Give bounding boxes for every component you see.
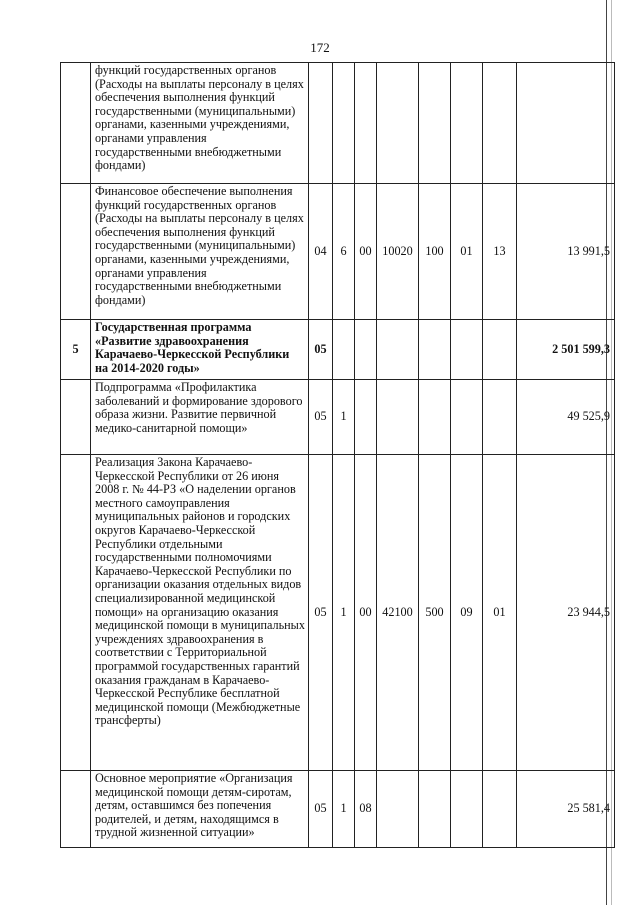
subprogram-code: 1 <box>333 380 355 455</box>
row-name: Финансовое обеспечение выполнения функций государственных органов (Расходы на выплаты персоналу в целях обеспечения выполнения функций государственными (муниципальными) органами, казенными учреждениями, органами управления государственными внебюджетными фондами) <box>91 184 309 320</box>
section-code: 01 <box>451 184 483 320</box>
section-code <box>451 63 483 184</box>
amount: 25 581,4 <box>517 771 615 848</box>
direction-code <box>377 380 419 455</box>
subprogram-code: 1 <box>333 771 355 848</box>
subsection-code <box>483 380 517 455</box>
row-number <box>61 184 91 320</box>
program-code: 05 <box>309 320 333 380</box>
row-number <box>61 63 91 184</box>
table-row-program <box>61 320 615 380</box>
row-name: Основное мероприятие «Организация медицинской помощи детям-сиротам, детям, оставшимся без попечения родителей, и детям, находящимся в трудной жизненной ситуации» <box>91 771 309 848</box>
program-code: 05 <box>309 455 333 771</box>
subprogram-code: 1 <box>333 455 355 771</box>
direction-code <box>377 771 419 848</box>
page-number: 172 <box>310 40 330 55</box>
section-code: 09 <box>451 455 483 771</box>
direction-code: 10020 <box>377 184 419 320</box>
subsection-code: 13 <box>483 184 517 320</box>
budget-table <box>60 62 615 848</box>
section-code <box>451 380 483 455</box>
table-row <box>61 380 615 455</box>
direction-code <box>377 63 419 184</box>
table-row <box>61 455 615 771</box>
table-row <box>61 771 615 848</box>
expense-type-code <box>419 320 451 380</box>
measure-code: 08 <box>355 771 377 848</box>
subsection-code <box>483 320 517 380</box>
measure-code <box>355 320 377 380</box>
measure-code <box>355 380 377 455</box>
row-name: Подпрограмма «Профилактика заболеваний и формирование здорового образа жизни. Развитие первичной медико-санитарной помощи» <box>91 380 309 455</box>
amount: 2 501 599,3 <box>517 320 615 380</box>
section-code <box>451 771 483 848</box>
row-name: функций государственных органов (Расходы на выплаты персоналу в целях обеспечения выполнения функций государственными (муниципальными) органами, казенными учреждениями, органами управления государственными внебюджетными фондами) <box>91 63 309 184</box>
subsection-code <box>483 63 517 184</box>
amount: 23 944,5 <box>517 455 615 771</box>
row-number <box>61 380 91 455</box>
row-name: Реализация Закона Карачаево-Черкесской Республики от 26 июня 2008 г. № 44-РЗ «О наделении органов местного самоуправления муниципальных районов и городских округов Карачаево-Черкесской Республики отдельными государственными полномочиями Карачаево-Черкесской Республики по организации оказания отдельных видов специализированной медицинской помощи» на организацию оказания медицинской помощи в муниципальных учреждениях здравоохранения в соответствии с Территориальной программой государственных гарантий оказания гражданам в Карачаево-Черкесской Республике бесплатной медицинской помощи (Межбюджетные трансферты) <box>91 455 309 771</box>
subprogram-code <box>333 320 355 380</box>
measure-code: 00 <box>355 184 377 320</box>
program-code: 04 <box>309 184 333 320</box>
subprogram-code <box>333 63 355 184</box>
row-number: 5 <box>61 320 91 380</box>
expense-type-code <box>419 771 451 848</box>
expense-type-code <box>419 380 451 455</box>
expense-type-code: 100 <box>419 184 451 320</box>
direction-code: 42100 <box>377 455 419 771</box>
table-row <box>61 184 615 320</box>
program-code: 05 <box>309 771 333 848</box>
section-code <box>451 320 483 380</box>
expense-type-code <box>419 63 451 184</box>
row-number <box>61 455 91 771</box>
row-number <box>61 771 91 848</box>
amount <box>517 63 615 184</box>
subsection-code <box>483 771 517 848</box>
row-name: Государственная программа «Развитие здравоохранения Карачаево-Черкесской Республики на 2014-2020 годы» <box>91 320 309 380</box>
subprogram-code: 6 <box>333 184 355 320</box>
program-code: 05 <box>309 380 333 455</box>
table-row <box>61 63 615 184</box>
amount: 13 991,5 <box>517 184 615 320</box>
amount: 49 525,9 <box>517 380 615 455</box>
subsection-code: 01 <box>483 455 517 771</box>
measure-code <box>355 63 377 184</box>
expense-type-code: 500 <box>419 455 451 771</box>
direction-code <box>377 320 419 380</box>
measure-code: 00 <box>355 455 377 771</box>
program-code <box>309 63 333 184</box>
